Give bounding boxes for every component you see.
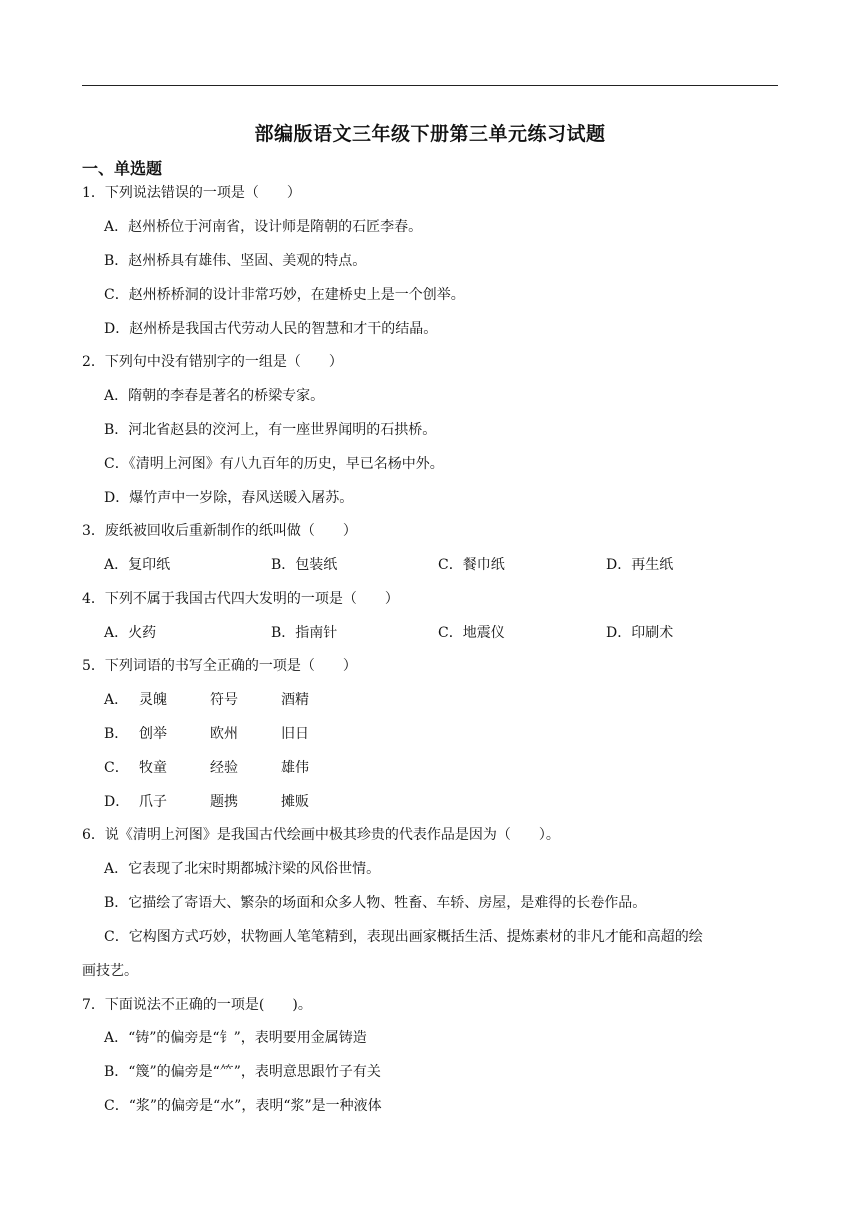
page-title: 部编版语文三年级下册第三单元练习试题 [254,123,606,145]
question-4-option-a: A．火药 [104,625,157,641]
section-heading: 一、单选题 [82,159,163,178]
question-3-option-d: D．再生纸 [606,557,674,573]
option-word: 摊贩 [281,794,309,810]
question-7-stem: 7．下面说法不正确的一项是( )。 [82,997,312,1013]
option-word: 酒精 [281,692,309,708]
question-1-stem: 1．下列说法错误的一项是（ ） [82,185,301,201]
option-label: B． [104,726,129,742]
option-word: 创举 [139,726,167,742]
question-2-option-c: C．《清明上河图》有八九百年的历史，早已名杨中外。 [104,456,444,472]
question-4-option-b: B．指南针 [271,625,338,641]
question-3-option-c: C．餐巾纸 [438,557,505,573]
question-6-option-a: A．它表现了北宋时期都城汴梁的风俗世情。 [104,861,381,877]
question-6-stem: 6．说《清明上河图》是我国古代绘画中极其珍贵的代表作品是因为（ ）。 [82,827,560,843]
option-word: 爪子 [139,794,167,810]
question-1-option-d: D．赵州桥是我国古代劳动人民的智慧和才干的结晶。 [104,321,438,337]
option-word: 欧州 [210,726,238,742]
option-label: C． [104,760,129,776]
question-6-option-c: C．它构图方式巧妙，状物画人笔笔精到，表现出画家概括生活、提炼素材的非凡才能和高超的绘 [104,929,703,945]
option-word: 符号 [210,692,238,708]
question-1-option-a: A．赵州桥位于河南省，设计师是隋朝的石匠李春。 [104,219,423,235]
option-word: 雄伟 [281,760,309,776]
question-2-option-a: A．隋朝的李春是著名的桥梁专家。 [104,388,325,404]
option-word: 题携 [210,794,238,810]
question-7-option-a: A．“铸”的偏旁是“钅”，表明要用金属铸造 [104,1030,367,1046]
question-7-option-c: C．“浆”的偏旁是“水”，表明“浆”是一种液体 [104,1098,382,1114]
option-word: 灵魄 [139,692,167,708]
question-1-option-b: B．赵州桥具有雄伟、坚固、美观的特点。 [104,253,367,269]
question-3-option-b: B．包装纸 [271,557,338,573]
question-4-option-d: D．印刷术 [606,625,674,641]
question-2-option-b: B．河北省赵县的洨河上，有一座世界闻明的石拱桥。 [104,422,437,438]
question-6-option-c-continued: 画技艺。 [82,963,138,979]
option-label: D． [104,794,130,810]
question-3-stem: 3．废纸被回收后重新制作的纸叫做（ ） [82,523,357,539]
option-word: 牧童 [139,760,167,776]
question-1-option-c: C．赵州桥桥洞的设计非常巧妙，在建桥史上是一个创举。 [104,287,465,303]
option-word: 旧日 [281,726,309,742]
question-5-stem: 5．下列词语的书写全正确的一项是（ ） [82,658,357,674]
question-2-option-d: D．爆竹声中一岁除，春风送暖入屠苏。 [104,490,354,506]
option-word: 经验 [210,760,238,776]
question-2-stem: 2．下列句中没有错别字的一组是（ ） [82,354,343,370]
question-4-option-c: C．地震仪 [438,625,505,641]
question-4-stem: 4．下列不属于我国古代四大发明的一项是（ ） [82,591,399,607]
question-7-option-b: B．“篾”的偏旁是“⺮”，表明意思跟竹子有关 [104,1064,381,1080]
header-rule [82,85,778,86]
question-3-option-a: A．复印纸 [104,557,171,573]
option-label: A． [104,692,129,708]
question-6-option-b: B．它描绘了寄语大、繁杂的场面和众多人物、牲畜、车轿、房屋，是难得的长卷作品。 [104,895,647,911]
